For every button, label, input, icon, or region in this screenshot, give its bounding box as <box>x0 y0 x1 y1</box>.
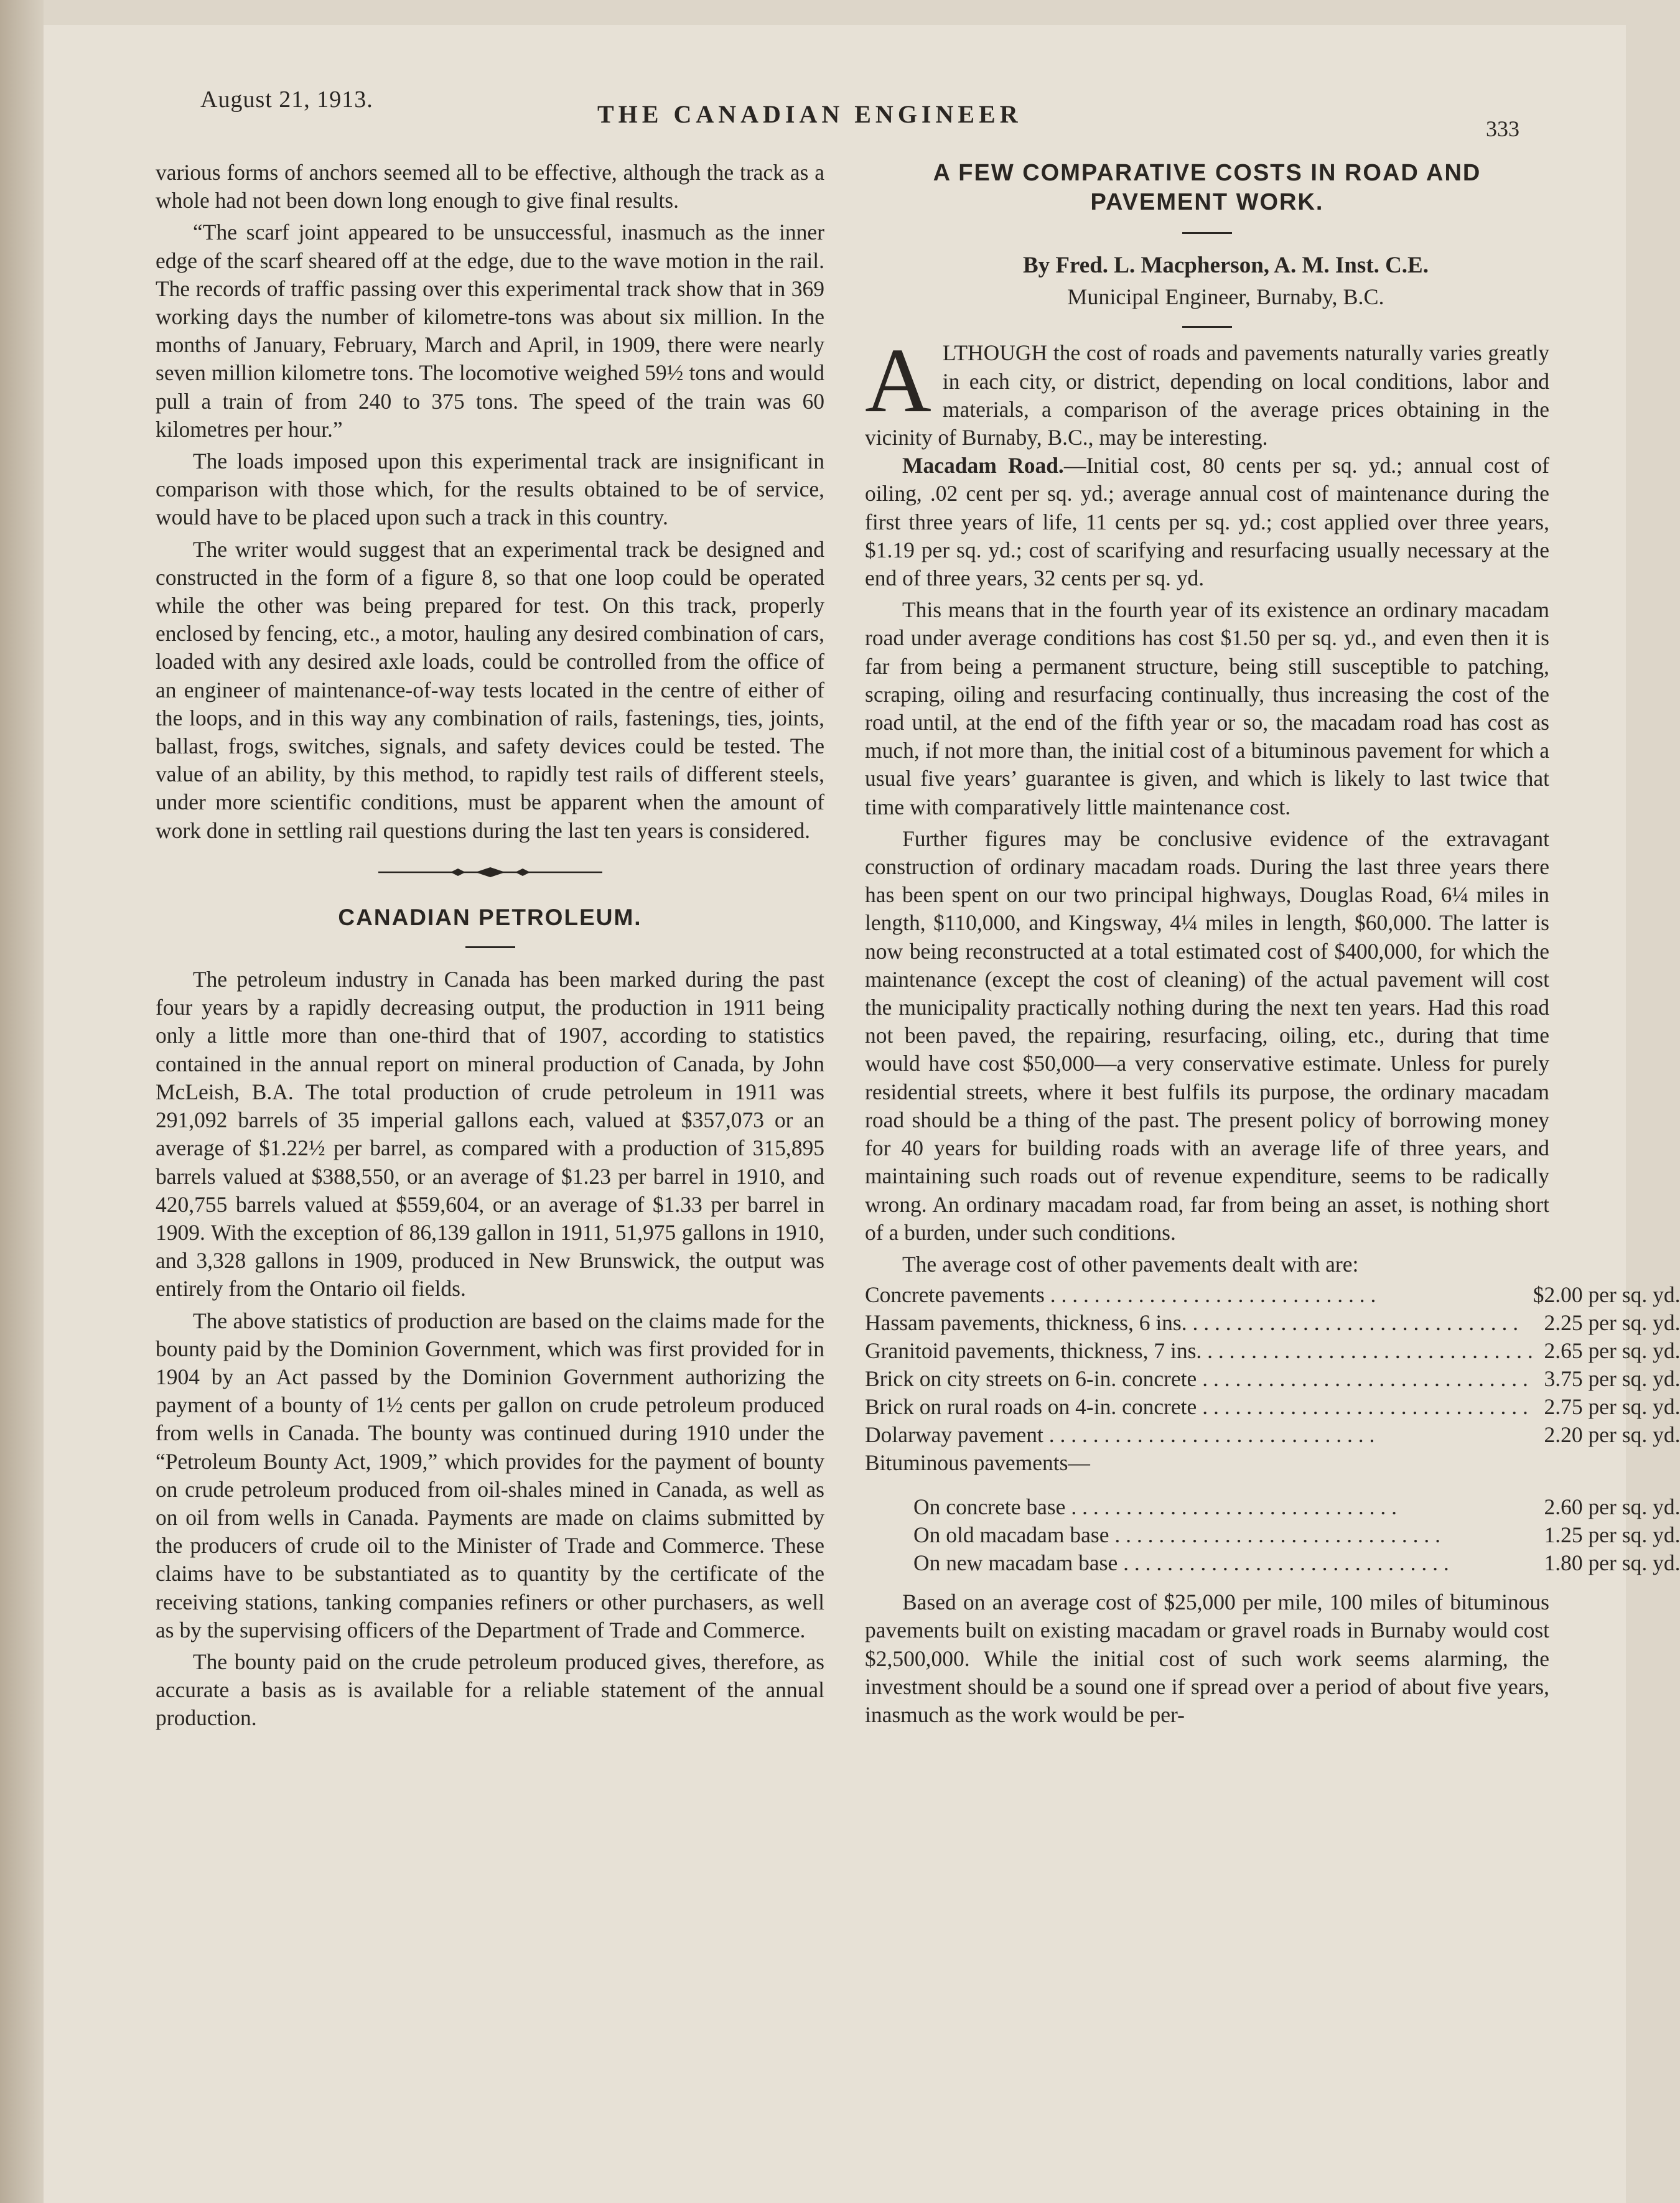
cost-table-row <box>865 1421 1680 1449</box>
petroleum-section-title: CANADIAN PETROLEUM. <box>338 904 642 930</box>
cost-item-label: Concrete pavements <box>865 1282 1045 1308</box>
header-journal-title: THE CANADIAN ENGINEER <box>597 100 1022 128</box>
cost-item-label: Brick on rural roads on 4-in. concrete <box>865 1394 1197 1420</box>
left-column <box>156 159 824 1733</box>
cost-table-row <box>865 1521 1680 1549</box>
section-ornament-divider <box>156 866 824 878</box>
cost-item-price: 2.60 per sq. yd. <box>1544 1494 1680 1520</box>
leader-dots: . . . . . . . . . . . . . . . . . . . . . . . . . . . . . . <box>1043 1422 1375 1448</box>
lead-paragraph: LTHOUGH the cost of roads and pavements naturally varies greatly in each city, or district, depending on local conditions, labor and materials, a comparison of the average prices obtaining in the vicinity of Burnaby, B.C., may be interesting. <box>865 340 1549 450</box>
closing-paragraph: Based on an average cost of $25,000 per mile, 100 miles of bituminous pavements built on existing macadam or gravel roads in Burnaby would cost $2,500,000. While the initial cost of such work seems alarming, the investment should be a sound one if spread over a period of about five years, inasmuch as the work would be per- <box>865 1590 1549 1727</box>
cost-item-price: 2.75 per sq. yd. <box>1544 1394 1680 1420</box>
leader-dots: . . . . . . . . . . . . . . . . . . . . . . . . . . . . . . <box>1044 1282 1376 1308</box>
body-paragraph: “The scarf joint appeared to be unsuccessful, inasmuch as the inner edge of the scarf sheared off at the edge, due to the wave motion in the rail. The records of traffic passing over this experimental track show that in 369 working days the number of kilometre-tons was about six million. In the months of January, February, March and April, in 1909, there were nearly seven million kilometre tons. The locomotive weighed 59½ tons and would pull a train of from 240 to 375 tons. The speed of the train was 60 kilometres per hour.” <box>156 220 824 442</box>
page-gutter-shadow <box>0 0 44 2203</box>
leader-dots: . . . . . . . . . . . . . . . . . . . . . . . . . . . . . . <box>1187 1310 1519 1336</box>
cost-item-price: $2.00 per sq. yd. <box>1533 1282 1680 1308</box>
cost-item-label: Brick on city streets on 6-in. concrete <box>865 1366 1197 1392</box>
cost-table-row <box>865 1449 1680 1477</box>
cost-item-price <box>1533 1449 1680 1477</box>
header-date: August 21, 1913. <box>200 86 373 113</box>
cost-table-row <box>865 1393 1680 1421</box>
title-rule <box>465 946 515 948</box>
body-paragraph: The petroleum industry in Canada has been marked during the past four years by a rapidly decreasing output, the production in 1911 being only a little more than one-third that of 1907, according to statistics contained in the annual report on mineral production of Canada, by John McLeish, B.A. The total production of crude petroleum in 1911 was 291,092 barrels of 35 imperial gallons each, valued at $357,073 or an average of $1.22½ per barrel, as compared with a production of 315,895 barrels valued at $388,550, or an average of $1.23 per barrel in 1910, and 420,755 barrels valued at $559,604, or an average of $1.33 per barrel in 1909. With the exception of 86,139 gallon in 1911, 51,975 gallons in 1910, and 3,328 gallons in 1909, produced in New Brunswick, the output was entirely from the Ontario oil fields. <box>156 967 824 1302</box>
title-rule <box>1182 232 1232 234</box>
cost-table-row <box>865 1281 1680 1309</box>
leader-dots: . . . . . . . . . . . . . . . . . . . . . . . . . . . . . . <box>1109 1522 1440 1548</box>
leader-dots: . . . . . . . . . . . . . . . . . . . . . . . . . . . . . . <box>1202 1338 1533 1364</box>
cost-item-price: 2.25 per sq. yd. <box>1544 1310 1680 1336</box>
macadam-heading: Macadam Road. <box>902 453 1064 478</box>
macadam-paragraph <box>865 452 1549 592</box>
article-byline: By Fred. L. Macpherson, A. M. Inst. C.E. <box>1023 253 1429 278</box>
body-paragraph: The average cost of other pavements dealt with are: <box>902 1251 1359 1277</box>
cost-table-row <box>865 1309 1680 1337</box>
leader-dots: . . . . . . . . . . . . . . . . . . . . . . . . . . . . . . <box>1197 1394 1528 1420</box>
cost-item-price: 3.75 per sq. yd. <box>1544 1366 1680 1392</box>
cost-item-price: 2.65 per sq. yd. <box>1544 1338 1680 1364</box>
body-paragraph: This means that in the fourth year of its existence an ordinary macadam road under average conditions has cost $1.50 per sq. yd., and even then it is far from being a permanent structure, being still susceptible to patching, scraping, oiling and resurfacing continually, thus increasing the cost of the road until, at the end of the fifth year or so, the macadam road has cost as much, if not more than, the initial cost of a bituminous pavement for which a usual five years’ guarantee is given, and which is likely to last twice that time with comparatively little maintenance cost. <box>865 597 1549 819</box>
running-header <box>0 86 1626 141</box>
cost-item-label: Dolarway pavement <box>865 1422 1043 1448</box>
byline-rule <box>1182 326 1232 328</box>
cost-item-label: On concrete base <box>913 1494 1066 1520</box>
body-paragraph: The above statistics of production are based on the claims made for the bounty paid by the Dominion Government, which was first provided for in 1904 by an Act passed by the Dominion Government authorizing the payment of a bounty of 1½ cents per gallon on crude petroleum produced from wells in Canada. The bounty was continued during 1910 under the “Petroleum Bounty Act, 1909,” which provides for the payment of bounty on crude petroleum produced from oil-shales mined in Canada, as well as on oil from wells in Canada. Payments are made on claims submitted by the producers of crude oil to the Minister of Trade and Commerce. These claims have to be substantiated as to quantity by the certificate of the receiving stations, tanking companies refiners or other purchasers, as well as by the supervising officers of the Department of Trade and Commerce. <box>156 1308 824 1642</box>
leader-dots: . . . . . . . . . . . . . . . . . . . . . . . . . . . . . . <box>1197 1366 1528 1392</box>
right-column <box>865 159 1680 1729</box>
cost-item-label: Hassam pavements, thickness, 6 ins. <box>865 1310 1187 1336</box>
cost-item-price: 2.20 per sq. yd. <box>1544 1422 1680 1448</box>
cost-item-price: 1.25 per sq. yd. <box>1544 1522 1680 1548</box>
cost-table-row <box>865 1337 1680 1365</box>
cost-table-row <box>865 1549 1680 1577</box>
cost-table-row <box>865 1365 1680 1393</box>
cost-item-label: On old macadam base <box>913 1522 1109 1548</box>
table-spacer <box>865 1477 1680 1493</box>
macadam-text: —Initial cost, 80 cents per sq. yd.; annual cost of oiling, .02 cent per sq. yd.; average annual cost of maintenance during the first three years of life, 11 cents per sq. yd.; cost applied over three years, $1.19 per sq. yd.; cost of scarifying and resurfacing usually necessary at the end of three years, 32 cents per sq. yd. <box>865 453 1549 591</box>
leader-dots: . . . . . . . . . . . . . . . . . . . . . . . . . . . . . . <box>1118 1550 1449 1576</box>
body-paragraph: The loads imposed upon this experimental track are insignificant in comparison with those which, for the results obtained to be of service, would have to be placed upon such a track in this country. <box>156 449 824 530</box>
drop-cap: A <box>865 330 931 432</box>
body-paragraph: Further figures may be conclusive evidence of the extravagant construction of ordinary macadam roads. During the last three years there has been spent on our two principal highways, Douglas Road, 6¼ miles in length, $110,000, and Kingsway, 4¼ miles in length, $60,000. The latter is now being reconstructed at a total estimated cost of $400,000, for which the maintenance (except the cost of cleaning) of the actual pavement will cost the municipality practically nothing during the next ten years. Had this road not been paved, the repairing, resurfacing, oiling, etc., during that time would have cost $50,000—a very conservative estimate. Unless for purely residential streets, where it best fulfils its purpose, the ordinary macadam road should be a thing of the past. The present policy of borrowing money for 40 years for building roads with an average life of three years, and maintaining such roads out of revenue expenditure, seems to be radically wrong. An ordinary macadam road, far from being an asset, is nothing short of a burden, under such conditions. <box>865 826 1549 1245</box>
leader-dots: . . . . . . . . . . . . . . . . . . . . . . . . . . . . . . <box>1065 1494 1397 1520</box>
cost-table-row <box>865 1493 1680 1521</box>
cost-item-label: Bituminous pavements— <box>865 1450 1090 1476</box>
ornament-rule-icon <box>378 866 602 878</box>
body-paragraph: The bounty paid on the crude petroleum produced gives, therefore, as accurate a basis as is available for a reliable statement of the annual production. <box>156 1649 824 1731</box>
lead-paragraph-block <box>865 330 1549 452</box>
body-paragraph: The writer would suggest that an experimental track be designed and constructed in the form of a figure 8, so that one loop could be operated while the other was being prepared for test. On this track, properly enclosed by fencing, etc., a motor, hauling any desired combination of cars, loaded with any desired axle loads, could be controlled from the office of an engineer of maintenance-of-way tests located in the centre of either of the loops, and in this way any combination of rails, fastenings, ties, joints, ballast, frogs, switches, signals, and safety devices could be tested. The value of an ability, by this method, to rapidly test rails of different steels, under more scientific conditions, must be apparent when the amount of work done in settling rail questions during the last ten years is considered. <box>156 536 824 843</box>
article-title: A FEW COMPARATIVE COSTS IN ROAD AND PAVEMENT WORK. <box>933 160 1482 215</box>
cost-item-label: On new macadam base <box>913 1550 1118 1576</box>
author-affiliation: Municipal Engineer, Burnaby, B.C. <box>1067 284 1384 310</box>
cost-item-label: Granitoid pavements, thickness, 7 ins. <box>865 1338 1202 1364</box>
cost-item-price: 1.80 per sq. yd. <box>1544 1550 1680 1576</box>
pavement-cost-table <box>865 1281 1680 1577</box>
header-page-number: 333 <box>1486 116 1519 141</box>
body-paragraph: various forms of anchors seemed all to be effective, although the track as a whole had not been down long enough to give final results. <box>156 160 824 213</box>
